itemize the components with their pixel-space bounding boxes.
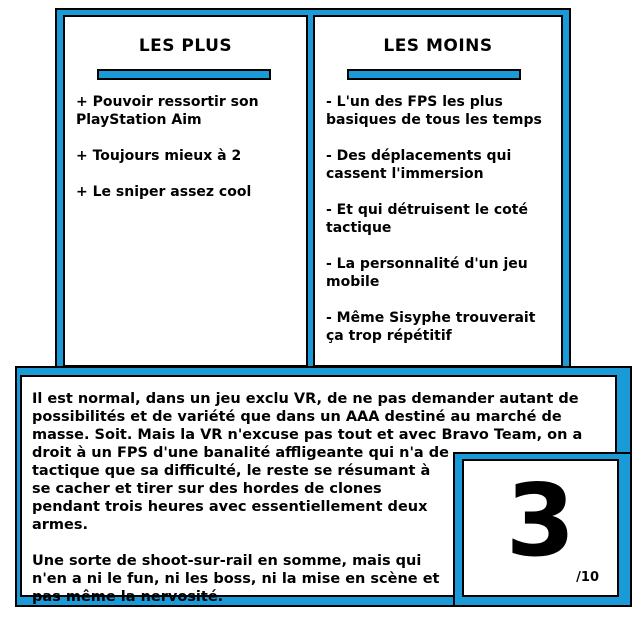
cons-panel — [313, 15, 563, 367]
review-paragraph-2: Une sorte de shoot-sur-rail en somme, mais qui n'en a ni le fun, ni les boss, ni la mise en scène et pas même la nervosité. — [32, 553, 440, 605]
cons-title-underline — [347, 69, 521, 80]
cons-list — [326, 93, 555, 363]
pros-title-underline — [97, 69, 271, 80]
score-value: 3 — [505, 462, 576, 579]
score-panel — [462, 459, 619, 597]
cons-title: LES MOINS — [383, 36, 493, 56]
cons-item: - Même Sisyphe trouverait ça trop répétitif — [326, 310, 536, 344]
cons-item: - Et qui détruisent le coté tactique — [326, 202, 528, 236]
pros-list — [76, 93, 300, 219]
pros-panel — [63, 15, 308, 367]
pros-item: + Le sniper assez cool — [76, 184, 252, 200]
cons-item: - L'un des FPS les plus basiques de tous les temps — [326, 94, 542, 128]
review-paragraph-1-part-1: Il est normal, dans un jeu exclu VR, de ne pas demander autant de possibilités et de variété que dans un AAA destiné au marché de masse. Soit. Mais la VR n'excuse pas tout et avec Bravo Team, on a — [32, 391, 583, 443]
review-paragraph-1-part-2: droit à un FPS d'une banalité affligeante qui n'a de tactique que sa difficulté, le reste se résumant à se cacher et tirer sur des hordes de clones pendant trois heures avec essentiellement deux armes. — [32, 445, 449, 533]
cons-item: - La personnalité d'un jeu mobile — [326, 256, 528, 290]
pros-title: LES PLUS — [138, 36, 233, 56]
cons-item: - Des déplacements qui cassent l'immersion — [326, 148, 512, 182]
score-max: /10 — [576, 570, 599, 585]
pros-item: + Pouvoir ressortir son PlayStation Aim — [76, 94, 259, 128]
pros-item: + Toujours mieux à 2 — [76, 148, 242, 164]
